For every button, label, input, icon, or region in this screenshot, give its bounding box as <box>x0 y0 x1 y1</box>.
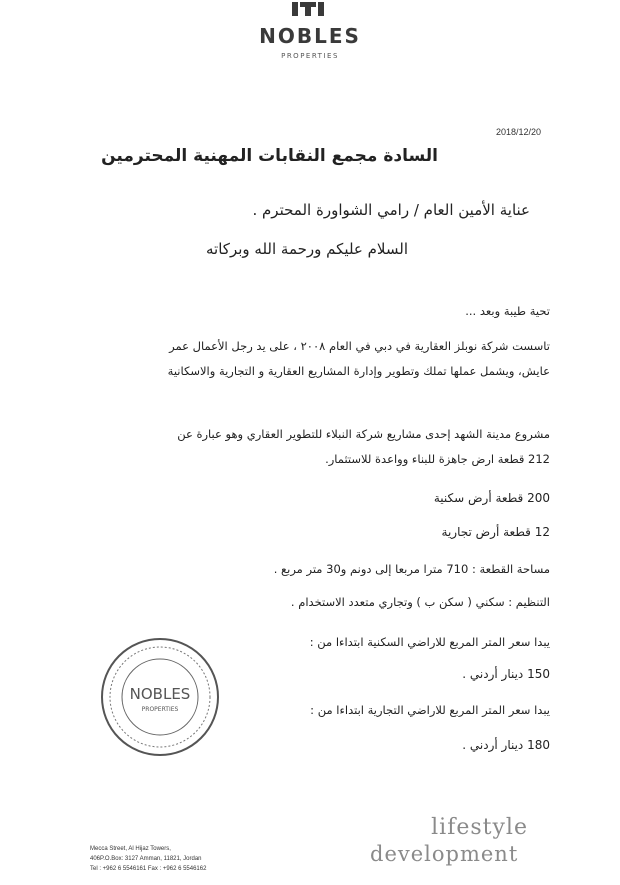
greeting: السلام عليكم ورحمة الله وبركاته <box>206 240 408 258</box>
footer-address <box>90 844 206 874</box>
paragraph-line: مشروع مدينة الشهد إحدى مشاريع شركة النبلاء للتطوير العقاري وهو عبارة عن <box>177 427 550 441</box>
attention-line: عناية الأمين العام / رامي الشواورة المحترم . <box>252 201 530 219</box>
stamp-name: NOBLES <box>129 685 191 703</box>
brand-mark-icon <box>290 0 326 16</box>
tagline-line: lifestyle <box>431 815 528 840</box>
zoning: التنظيم : سكني ( سكن ب ) وتجاري متعدد الاستخدام . <box>290 595 550 609</box>
address-line: 406P.O.Box: 3127 Amman, 11821, Jordan <box>90 856 202 862</box>
tagline <box>370 815 540 867</box>
tagline-line: development <box>370 842 519 866</box>
paragraph-line: عايش، ويشمل عملها تملك وتطوير وإدارة المشاريع العقارية و التجارية والاسكانية <box>167 364 550 378</box>
residential-price-value: 150 دينار أردني . <box>462 667 550 681</box>
commercial-price-value: 180 دينار أردني . <box>462 738 550 752</box>
plot-area: مساحة القطعة : 710 مترا مربعا إلى دونم و30 متر مربع . <box>273 562 550 576</box>
stamp-sub: PROPERTIES <box>141 706 179 713</box>
paragraph-line: تاسست شركة نوبلز العقارية في دبي في العام ٢٠٠٨ ، على يد رجل الأعمال عمر <box>169 339 550 353</box>
brand-subtitle: PROPERTIES <box>281 52 339 60</box>
commercial-price-label: يبدا سعر المتر المربع للاراضي التجارية ابتداءا من : <box>310 703 550 717</box>
commercial-plots: 12 قطعة أرض تجارية <box>441 525 550 539</box>
letter-date: 2018/12/20 <box>496 127 542 137</box>
paragraph-line: 212 قطعة ارض جاهزة للبناء وواعدة للاستثمار. <box>325 452 550 466</box>
opening-line: تحية طيبة وبعد ... <box>465 304 550 318</box>
addressee: السادة مجمع النقابات المهنية المحترمين <box>101 146 438 166</box>
address-line: Mecca Street, Al Hijaz Towers, <box>90 846 171 852</box>
residential-plots: 200 قطعة أرض سكنية <box>433 491 550 505</box>
residential-price-label: يبدا سعر المتر المربع للاراضي السكنية ابتداءا من : <box>309 635 550 649</box>
company-stamp <box>98 635 222 759</box>
brand-name: NOBLES <box>259 24 361 48</box>
address-line: Tel : +962 6 5546161 Fax : +962 6 5546162 <box>90 866 207 872</box>
